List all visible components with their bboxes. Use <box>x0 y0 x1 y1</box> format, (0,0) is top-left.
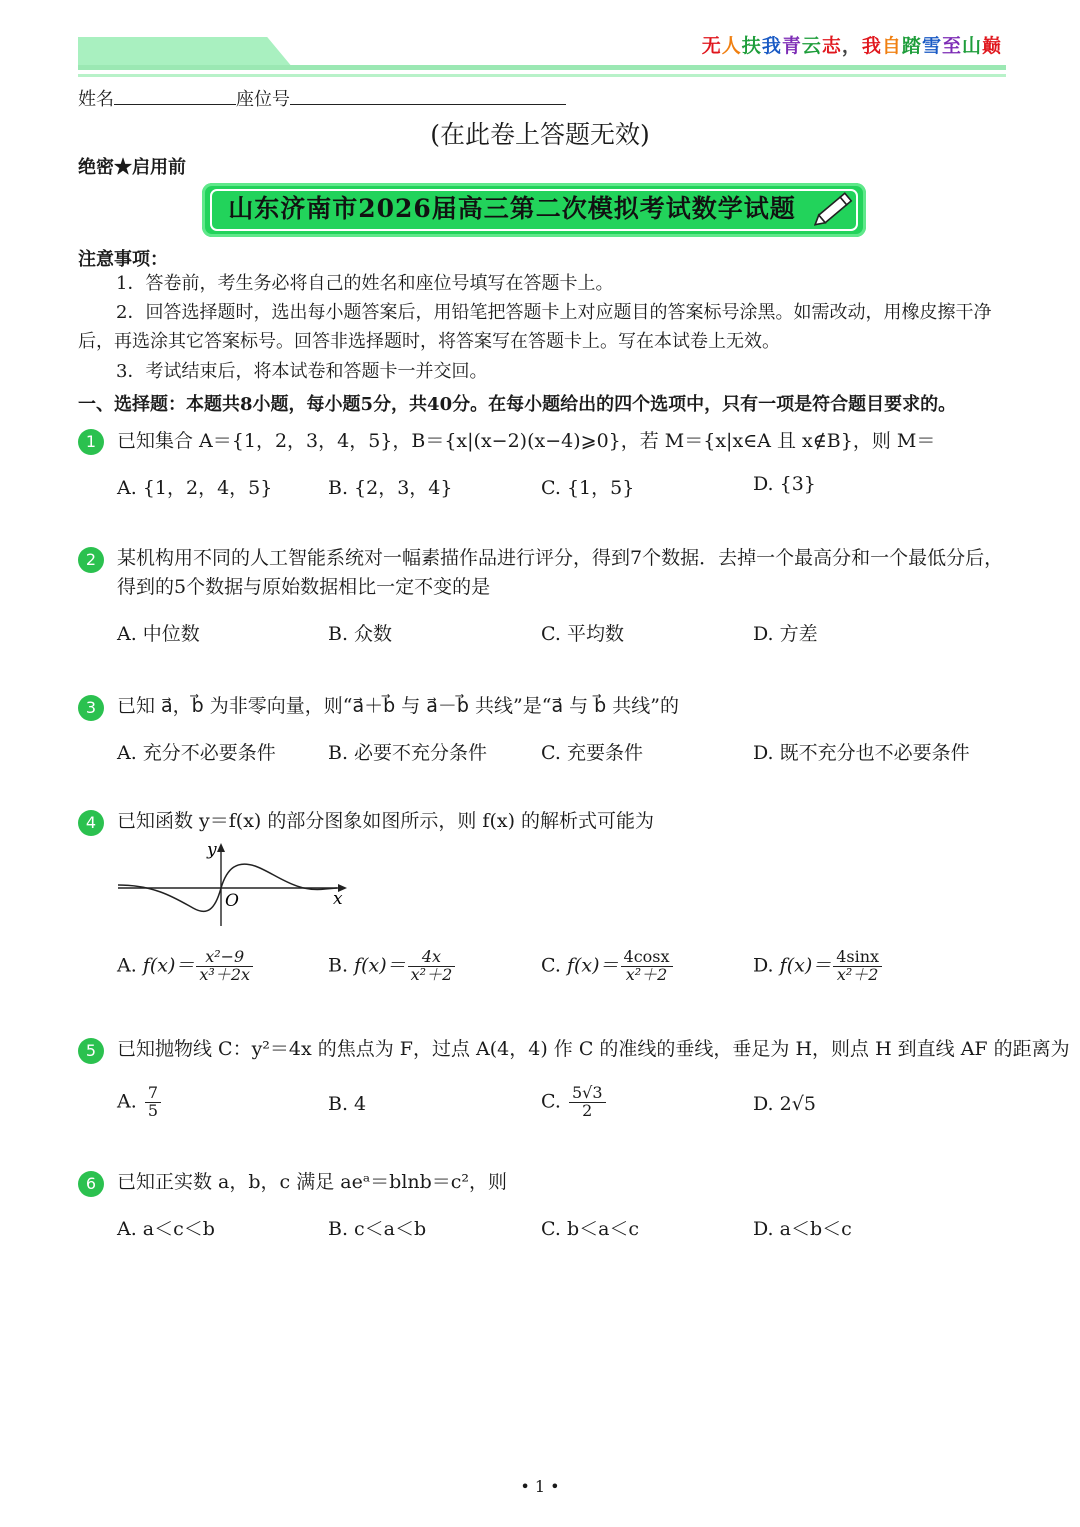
question-number-badge: 1 <box>78 429 104 455</box>
slogan-char: 无 <box>701 35 722 57</box>
question-number-badge: 3 <box>78 695 104 721</box>
option-d: D. 方差 <box>753 623 818 645</box>
fraction: $\frac{4x}{\text{x²＋2}}$ <box>408 949 456 984</box>
slogan-char: 雪 <box>921 35 942 57</box>
question-text: 已知抛物线 C：y²＝4x 的焦点为 F，过点 A(4，4) 作 C 的准线的垂线，垂足为 H，则点 H 到直线 AF 的距离为 <box>117 1038 1070 1060</box>
seat-label: 座位号 <box>236 89 290 110</box>
secret-label: 绝密★启用前 <box>78 157 186 178</box>
seat-blank <box>290 86 566 105</box>
question-number-badge: 4 <box>78 810 104 836</box>
question-text: 已知正实数 a，b，c 满足 aeᵃ＝blnb＝c²，则 <box>117 1171 508 1193</box>
header-tab-decoration <box>78 37 293 68</box>
option-a: A. $\frac{7}{5}$ <box>117 1085 163 1120</box>
x-axis-label: x <box>333 889 343 909</box>
name-label: 姓名 <box>78 89 114 110</box>
question-text: 已知 a⃗，b⃗ 为非零向量，则“a⃗＋b⃗ 与 a⃗－b⃗ 共线”是“a⃗ 与 b⃗ 共线”的 <box>117 695 679 717</box>
fraction: $\frac{5√3}{2}$ <box>569 1085 606 1120</box>
option-c: C. {1，5} <box>541 477 635 499</box>
slogan-char: 青 <box>781 35 802 57</box>
function-graph <box>115 838 355 928</box>
slogan-char: 自 <box>881 35 902 57</box>
option-a: A. {1，2，4，5} <box>117 477 273 499</box>
slogan-char: 山 <box>961 35 982 57</box>
invalid-note: (在此卷上答题无效) <box>430 120 650 149</box>
option-c: C. $\frac{5√3}{2}$ <box>541 1085 608 1120</box>
question-number-badge: 2 <box>78 547 104 573</box>
option-d: D. 2√5 <box>753 1093 816 1115</box>
slogan-char: 志 <box>821 35 842 57</box>
page-number: • 1 • <box>520 1477 560 1496</box>
fraction: $\frac{\text{x²−9}}{\text{x³＋2x}}$ <box>196 949 253 984</box>
option-b: B. 必要不充分条件 <box>328 742 488 764</box>
question-text: 已知函数 y＝f(x) 的部分图象如图所示，则 f(x) 的解析式可能为 <box>117 810 655 832</box>
notice-item-2: 2．回答选择题时，选出每小题答案后，用铅笔把答题卡上对应题目的答案标号涂黑。如需改动，用橡皮擦干净后，再选涂其它答案标号。回答非选择题时，将答案写在答题卡上。写在本试卷上无效。 <box>78 302 992 352</box>
slogan-char: 我 <box>761 35 782 57</box>
question-number-badge: 6 <box>78 1171 104 1197</box>
slogan-char: 巅 <box>981 35 1002 57</box>
option-d: D. a＜b＜c <box>753 1218 852 1240</box>
slogan-char: 云 <box>801 35 822 57</box>
option-b: B. {2，3，4} <box>328 477 453 499</box>
y-axis-label: y <box>207 840 217 860</box>
option-c: C. 充要条件 <box>541 742 643 764</box>
option-d: D. 既不充分也不必要条件 <box>753 742 970 764</box>
name-seat-row <box>78 85 566 111</box>
option-b: B. 4 <box>328 1093 367 1115</box>
option-c: C. f(x)＝ $\frac{4\cos x}{\text{x²＋2}}$ <box>541 949 675 984</box>
question-text: 已知集合 A＝{1，2，3，4，5}，B＝{x|(x−2)(x−4)⩾0}，若 M＝{x|x∈A 且 x∉B}，则 M＝ <box>117 430 936 452</box>
pencil-icon <box>814 188 856 228</box>
fraction: $\frac{4\cos x}{\text{x²＋2}}$ <box>621 949 673 984</box>
question-number-badge: 5 <box>78 1038 104 1064</box>
notice-heading: 注意事项： <box>78 249 168 270</box>
option-b: B. f(x)＝ $\frac{4x}{\text{x²＋2}}$ <box>328 949 457 984</box>
section-heading: 一、选择题：本题共8小题，每小题5分，共40分。在每小题给出的四个选项中，只有一项是符合题目要求的。 <box>78 394 957 415</box>
option-d: D. f(x)＝ $\frac{4\sin x}{\text{x²＋2}}$ <box>753 949 884 984</box>
header-rule <box>78 65 1006 70</box>
slogan-char: 扶 <box>741 35 762 57</box>
header-slogan <box>702 31 1002 58</box>
fraction: $\frac{7}{5}$ <box>145 1085 161 1120</box>
fraction: $\frac{4\sin x}{\text{x²＋2}}$ <box>833 949 882 984</box>
header-rule-thin <box>78 74 1006 77</box>
option-a: A. 充分不必要条件 <box>117 742 276 764</box>
option-a: A. a＜c＜b <box>117 1218 215 1240</box>
title-banner <box>202 183 866 237</box>
option-c: C. b＜a＜c <box>541 1218 640 1240</box>
y-axis-arrow <box>217 843 225 852</box>
name-blank <box>114 86 236 105</box>
option-c: C. 平均数 <box>541 623 624 645</box>
question-text: 某机构用不同的人工智能系统对一幅素描作品进行评分，得到7个数据．去掉一个最高分和一个最低分后，得到的5个数据与原始数据相比一定不变的是 <box>117 547 1004 598</box>
exam-title: 山东济南市2026届高三第二次模拟考试数学试题 <box>228 194 796 223</box>
notice-item-1: 1．答卷前，考生务必将自己的姓名和座位号填写在答题卡上。 <box>116 273 614 294</box>
option-a: A. f(x)＝ $\frac{\text{x²−9}}{\text{x³＋2x}}$ <box>117 949 255 984</box>
slogan-char: 踏 <box>901 35 922 57</box>
slogan-char: ， <box>841 35 862 57</box>
option-d: D. {3} <box>753 473 816 495</box>
option-b: B. 众数 <box>328 623 393 645</box>
notice-item-3: 3．考试结束后，将本试卷和答题卡一并交回。 <box>116 361 488 382</box>
option-a: A. 中位数 <box>117 623 200 645</box>
slogan-char: 我 <box>861 35 882 57</box>
origin-label: O <box>225 891 239 911</box>
slogan-char: 人 <box>721 35 742 57</box>
slogan-char: 至 <box>941 35 962 57</box>
option-b: B. c＜a＜b <box>328 1218 427 1240</box>
